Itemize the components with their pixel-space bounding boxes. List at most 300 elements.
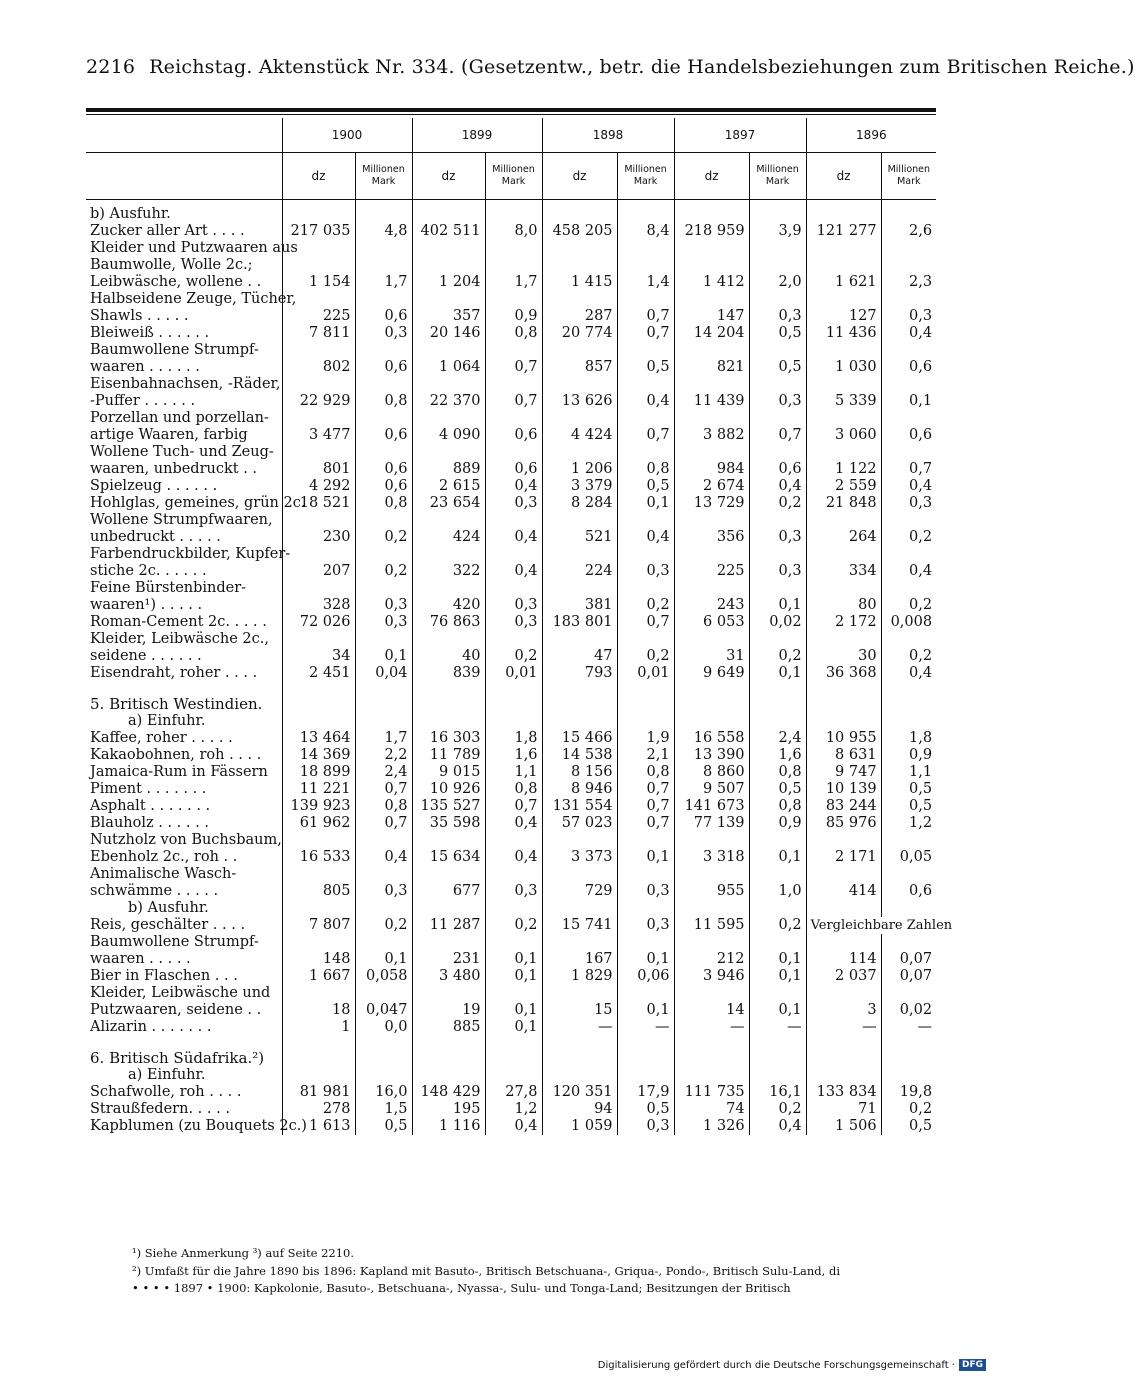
empty-cell xyxy=(412,866,485,883)
row-label: Nutzholz von Buchsbaum, xyxy=(90,832,282,848)
table-row xyxy=(86,815,936,832)
value-dz: 31 xyxy=(674,648,749,665)
empty-cell xyxy=(485,900,542,917)
empty-cell xyxy=(485,200,542,224)
row-label: Asphalt . . . . . . . xyxy=(90,798,211,814)
value-millionen-mark: 0,3 xyxy=(485,614,542,631)
value-dz: 10 926 xyxy=(412,781,485,798)
empty-cell xyxy=(412,342,485,359)
value-millionen-mark: 0,6 xyxy=(881,883,936,900)
table-row xyxy=(86,291,936,308)
table-row xyxy=(86,917,936,934)
row-label: Reis, geschälter . . . . xyxy=(90,917,246,933)
empty-cell xyxy=(806,866,881,883)
value-dz: 3 060 xyxy=(806,427,881,444)
value-millionen-mark: 4,8 xyxy=(355,223,412,240)
table-row xyxy=(86,1118,936,1135)
value-millionen-mark: 0,3 xyxy=(485,597,542,614)
value-dz: 420 xyxy=(412,597,485,614)
value-millionen-mark: 0,01 xyxy=(617,665,674,682)
value-dz: 2 559 xyxy=(806,478,881,495)
value-dz: 10 955 xyxy=(806,730,881,747)
table-body xyxy=(86,200,953,1136)
empty-cell xyxy=(412,200,485,224)
empty-cell xyxy=(674,985,749,1002)
value-dz: 8 156 xyxy=(542,764,617,781)
value-millionen-mark: 0,7 xyxy=(617,308,674,325)
value-millionen-mark: 1,2 xyxy=(881,815,936,832)
value-dz: 225 xyxy=(674,563,749,580)
empty-cell xyxy=(542,200,617,224)
value-dz: 148 xyxy=(282,951,355,968)
value-millionen-mark: 0,3 xyxy=(617,563,674,580)
value-millionen-mark: 8,0 xyxy=(485,223,542,240)
value-millionen-mark: 0,3 xyxy=(749,563,806,580)
empty-cell xyxy=(485,866,542,883)
table-row xyxy=(86,478,936,495)
page-header xyxy=(86,56,1135,84)
row-label: Bleiweiß . . . . . . xyxy=(90,325,210,341)
table-row xyxy=(86,597,936,614)
value-dz: 9 507 xyxy=(674,781,749,798)
value-millionen-mark: 0,3 xyxy=(355,325,412,342)
empty-cell xyxy=(749,985,806,1002)
table-row xyxy=(86,764,936,781)
value-millionen-mark: — xyxy=(881,1019,936,1036)
value-dz: 1 506 xyxy=(806,1118,881,1135)
value-millionen-mark: 0,008 xyxy=(881,614,936,631)
value-dz: 1 059 xyxy=(542,1118,617,1135)
value-millionen-mark: 0,6 xyxy=(485,461,542,478)
value-millionen-mark: 1,7 xyxy=(355,274,412,291)
value-millionen-mark: 1,7 xyxy=(355,730,412,747)
empty-cell xyxy=(282,444,355,461)
row-label: b) Ausfuhr. xyxy=(128,900,209,916)
table-row xyxy=(86,968,936,985)
value-millionen-mark: 0,2 xyxy=(881,648,936,665)
value-dz: 120 351 xyxy=(542,1084,617,1101)
empty-cell xyxy=(542,342,617,359)
empty-cell xyxy=(282,713,355,730)
row-label: Farbendruckbilder, Kupfer- xyxy=(90,546,291,562)
value-dz: 839 xyxy=(412,665,485,682)
empty-cell xyxy=(617,512,674,529)
empty-cell xyxy=(355,342,412,359)
value-millionen-mark: 0,4 xyxy=(485,849,542,866)
value-millionen-mark: 0,9 xyxy=(881,747,936,764)
value-dz: 14 xyxy=(674,1002,749,1019)
value-millionen-mark: 0,2 xyxy=(617,597,674,614)
empty-cell xyxy=(282,900,355,917)
empty-cell xyxy=(617,900,674,917)
empty-cell xyxy=(749,866,806,883)
empty-cell xyxy=(617,240,674,257)
table-row xyxy=(86,648,936,665)
empty-cell xyxy=(542,376,617,393)
digitization-credit xyxy=(598,1359,986,1371)
value-millionen-mark: 0,7 xyxy=(617,815,674,832)
empty-cell xyxy=(282,512,355,529)
year-header: 1900 xyxy=(282,118,412,153)
empty-cell xyxy=(806,985,881,1002)
value-dz: 3 882 xyxy=(674,427,749,444)
row-label: a) Einfuhr. xyxy=(128,1067,206,1083)
empty-cell xyxy=(749,444,806,461)
value-dz: 458 205 xyxy=(542,223,617,240)
value-millionen-mark: 0,1 xyxy=(617,951,674,968)
value-millionen-mark: 0,8 xyxy=(485,325,542,342)
value-dz: 22 370 xyxy=(412,393,485,410)
table-row xyxy=(86,308,936,325)
table-row xyxy=(86,495,936,512)
value-dz: 217 035 xyxy=(282,223,355,240)
value-dz: 11 595 xyxy=(674,917,749,934)
empty-cell xyxy=(617,832,674,849)
value-millionen-mark: 0,8 xyxy=(749,764,806,781)
empty-cell xyxy=(282,985,355,1002)
value-millionen-mark: 0,5 xyxy=(749,325,806,342)
value-dz: 729 xyxy=(542,883,617,900)
value-dz: 414 xyxy=(806,883,881,900)
row-label: Hohlglas, gemeines, grün 2c. xyxy=(90,495,306,511)
empty-cell xyxy=(749,291,806,308)
empty-cell xyxy=(749,342,806,359)
empty-cell xyxy=(412,631,485,648)
value-dz: 231 xyxy=(412,951,485,968)
empty-cell xyxy=(542,291,617,308)
empty-cell xyxy=(355,713,412,730)
empty-cell xyxy=(355,832,412,849)
value-millionen-mark: 0,2 xyxy=(617,648,674,665)
table-row xyxy=(86,512,936,529)
value-dz: 40 xyxy=(412,648,485,665)
empty-cell xyxy=(749,580,806,597)
row-label: Straußfedern. . . . . xyxy=(90,1101,230,1117)
value-dz: 111 735 xyxy=(674,1084,749,1101)
value-dz: 34 xyxy=(282,648,355,665)
value-millionen-mark: 0,2 xyxy=(749,1101,806,1118)
value-millionen-mark: 0,1 xyxy=(749,951,806,968)
value-dz: 328 xyxy=(282,597,355,614)
value-millionen-mark: 0,7 xyxy=(617,427,674,444)
value-dz: 1 613 xyxy=(282,1118,355,1135)
value-millionen-mark: 0,4 xyxy=(881,478,936,495)
value-millionen-mark: 17,9 xyxy=(617,1084,674,1101)
empty-cell xyxy=(674,546,749,563)
empty-cell xyxy=(806,240,881,257)
value-dz: 8 284 xyxy=(542,495,617,512)
empty-cell xyxy=(674,444,749,461)
value-millionen-mark: 0,2 xyxy=(749,648,806,665)
value-millionen-mark: 0,5 xyxy=(881,1118,936,1135)
empty-cell xyxy=(806,832,881,849)
value-millionen-mark: 0,4 xyxy=(881,665,936,682)
value-dz: 3 318 xyxy=(674,849,749,866)
table-row xyxy=(86,1084,936,1101)
table-row xyxy=(86,563,936,580)
empty-cell xyxy=(485,342,542,359)
empty-cell xyxy=(674,240,749,257)
value-dz: 1 415 xyxy=(542,274,617,291)
value-millionen-mark: 0,8 xyxy=(617,764,674,781)
value-millionen-mark: 0,07 xyxy=(881,951,936,968)
unit-dz: dz xyxy=(806,153,881,200)
value-dz: 13 729 xyxy=(674,495,749,512)
empty-cell xyxy=(485,713,542,730)
empty-cell xyxy=(806,713,881,730)
value-dz: 183 801 xyxy=(542,614,617,631)
empty-cell xyxy=(542,580,617,597)
table-row xyxy=(86,747,936,764)
table-row xyxy=(86,1036,936,1067)
empty-cell xyxy=(674,580,749,597)
table-row xyxy=(86,240,936,257)
empty-cell xyxy=(412,1036,485,1067)
row-label: Putzwaaren, seidene . . xyxy=(90,1002,262,1018)
value-dz: 7 811 xyxy=(282,325,355,342)
value-dz: 7 807 xyxy=(282,917,355,934)
value-dz: 11 789 xyxy=(412,747,485,764)
label-header xyxy=(86,118,282,153)
empty-cell xyxy=(806,580,881,597)
empty-cell xyxy=(617,985,674,1002)
value-millionen-mark: 16,0 xyxy=(355,1084,412,1101)
empty-cell xyxy=(355,866,412,883)
empty-cell xyxy=(485,631,542,648)
empty-cell xyxy=(282,376,355,393)
empty-cell xyxy=(617,1067,674,1084)
value-millionen-mark: 0,3 xyxy=(617,883,674,900)
value-millionen-mark: 0,6 xyxy=(881,359,936,376)
value-dz: 885 xyxy=(412,1019,485,1036)
value-millionen-mark: 1,8 xyxy=(485,730,542,747)
value-millionen-mark: 0,2 xyxy=(749,917,806,934)
empty-cell xyxy=(674,832,749,849)
value-millionen-mark: 0,4 xyxy=(749,1118,806,1135)
value-millionen-mark: 0,3 xyxy=(749,393,806,410)
value-dz: 2 615 xyxy=(412,478,485,495)
value-millionen-mark: 0,7 xyxy=(617,614,674,631)
empty-cell xyxy=(282,410,355,427)
value-dz: 230 xyxy=(282,529,355,546)
value-dz: 36 368 xyxy=(806,665,881,682)
value-millionen-mark: 0,5 xyxy=(881,798,936,815)
value-millionen-mark: 0,6 xyxy=(355,427,412,444)
value-millionen-mark: 0,2 xyxy=(355,529,412,546)
value-dz: 984 xyxy=(674,461,749,478)
empty-cell xyxy=(749,376,806,393)
year-header: 1897 xyxy=(674,118,806,153)
empty-cell xyxy=(749,900,806,917)
value-dz: 135 527 xyxy=(412,798,485,815)
empty-cell xyxy=(881,291,936,308)
value-dz: 30 xyxy=(806,648,881,665)
row-label: Zucker aller Art . . . . xyxy=(90,223,245,239)
value-millionen-mark: 0,4 xyxy=(881,563,936,580)
value-dz: 13 464 xyxy=(282,730,355,747)
empty-cell xyxy=(355,934,412,951)
value-dz: 141 673 xyxy=(674,798,749,815)
value-millionen-mark: 0,1 xyxy=(617,495,674,512)
value-millionen-mark: 0,6 xyxy=(749,461,806,478)
value-dz: 805 xyxy=(282,883,355,900)
value-dz: 22 929 xyxy=(282,393,355,410)
value-millionen-mark: 0,8 xyxy=(355,798,412,815)
empty-cell xyxy=(542,866,617,883)
value-dz: 35 598 xyxy=(412,815,485,832)
empty-cell xyxy=(749,1067,806,1084)
table-row xyxy=(86,546,936,563)
value-dz: 9 015 xyxy=(412,764,485,781)
dfg-logo: DFG xyxy=(959,1359,986,1371)
empty-cell xyxy=(485,291,542,308)
empty-cell xyxy=(806,900,881,917)
value-millionen-mark: 0,8 xyxy=(617,461,674,478)
table-row xyxy=(86,730,936,747)
empty-cell xyxy=(355,900,412,917)
empty-cell xyxy=(674,934,749,951)
empty-cell xyxy=(806,682,881,713)
value-dz: 1 030 xyxy=(806,359,881,376)
empty-cell xyxy=(617,444,674,461)
table-row xyxy=(86,427,936,444)
value-dz: 16 558 xyxy=(674,730,749,747)
empty-cell xyxy=(412,682,485,713)
value-dz: 243 xyxy=(674,597,749,614)
statistics-table xyxy=(86,118,953,1135)
value-dz: 83 244 xyxy=(806,798,881,815)
empty-cell xyxy=(282,866,355,883)
value-millionen-mark: 0,4 xyxy=(485,478,542,495)
value-dz: 11 439 xyxy=(674,393,749,410)
empty-cell xyxy=(617,200,674,224)
empty-cell xyxy=(282,200,355,224)
value-millionen-mark: 0,7 xyxy=(485,359,542,376)
empty-cell xyxy=(881,985,936,1002)
value-dz: 1 206 xyxy=(542,461,617,478)
table-row xyxy=(86,781,936,798)
value-millionen-mark: 0,5 xyxy=(749,781,806,798)
unit-dz: dz xyxy=(674,153,749,200)
value-millionen-mark: 0,2 xyxy=(749,495,806,512)
empty-cell xyxy=(674,200,749,224)
value-millionen-mark: 0,3 xyxy=(749,308,806,325)
value-millionen-mark: 0,4 xyxy=(485,529,542,546)
value-millionen-mark: 1,4 xyxy=(617,274,674,291)
value-dz: 14 538 xyxy=(542,747,617,764)
value-millionen-mark: 0,4 xyxy=(881,325,936,342)
empty-cell xyxy=(806,200,881,224)
empty-cell xyxy=(542,546,617,563)
value-millionen-mark: 0,7 xyxy=(355,815,412,832)
value-millionen-mark: 0,2 xyxy=(881,529,936,546)
unit-millionen-mark: Millionen Mark xyxy=(881,153,936,200)
note-comparable-figures: Vergleichbare Zahlen xyxy=(806,917,936,934)
value-millionen-mark: 0,02 xyxy=(881,1002,936,1019)
value-millionen-mark: 0,047 xyxy=(355,1002,412,1019)
value-dz: 10 139 xyxy=(806,781,881,798)
value-millionen-mark: 0,3 xyxy=(881,495,936,512)
footnote-2-continued: • • • • 1897 • 1900: Kapkolonie, Basuto-, Betschuana-, Nyassa-, Sulu- und Tonga-Land; Besitzungen der Britisch xyxy=(132,1281,791,1295)
empty-cell xyxy=(881,410,936,427)
value-millionen-mark: 0,7 xyxy=(485,798,542,815)
value-dz: 8 860 xyxy=(674,764,749,781)
value-millionen-mark: 0,5 xyxy=(617,359,674,376)
value-dz: 76 863 xyxy=(412,614,485,631)
empty-cell xyxy=(881,257,936,274)
value-dz: 77 139 xyxy=(674,815,749,832)
empty-cell xyxy=(485,985,542,1002)
value-dz: 148 429 xyxy=(412,1084,485,1101)
row-label: Porzellan und porzellan- xyxy=(90,410,269,426)
value-dz: 955 xyxy=(674,883,749,900)
empty-cell xyxy=(749,257,806,274)
empty-cell xyxy=(617,546,674,563)
value-millionen-mark: 0,4 xyxy=(749,478,806,495)
empty-cell xyxy=(355,257,412,274)
value-dz: — xyxy=(542,1019,617,1036)
table-row xyxy=(86,393,936,410)
value-millionen-mark: 0,6 xyxy=(355,478,412,495)
value-millionen-mark: 0,6 xyxy=(881,427,936,444)
empty-cell xyxy=(355,444,412,461)
value-dz: 133 834 xyxy=(806,1084,881,1101)
empty-cell xyxy=(412,985,485,1002)
empty-cell xyxy=(617,257,674,274)
empty-cell xyxy=(412,900,485,917)
empty-cell xyxy=(412,832,485,849)
empty-cell xyxy=(749,1036,806,1067)
value-millionen-mark: 0,5 xyxy=(617,478,674,495)
row-label: Ebenholz 2c., roh . . xyxy=(90,849,238,865)
empty-cell xyxy=(542,682,617,713)
value-dz: — xyxy=(674,1019,749,1036)
empty-cell xyxy=(617,682,674,713)
value-dz: 9 649 xyxy=(674,665,749,682)
value-dz: 15 634 xyxy=(412,849,485,866)
row-label: a) Einfuhr. xyxy=(128,713,206,729)
value-dz: 18 521 xyxy=(282,495,355,512)
value-dz: 18 899 xyxy=(282,764,355,781)
empty-cell xyxy=(282,342,355,359)
empty-cell xyxy=(674,342,749,359)
value-dz: 16 533 xyxy=(282,849,355,866)
value-dz: 131 554 xyxy=(542,798,617,815)
table-row xyxy=(86,376,936,393)
table-row xyxy=(86,866,936,883)
value-millionen-mark: 0,07 xyxy=(881,968,936,985)
value-millionen-mark: 0,7 xyxy=(881,461,936,478)
value-dz: 218 959 xyxy=(674,223,749,240)
value-millionen-mark: 0,05 xyxy=(881,849,936,866)
empty-cell xyxy=(412,376,485,393)
empty-cell xyxy=(749,512,806,529)
value-dz: 1 116 xyxy=(412,1118,485,1135)
empty-cell xyxy=(749,832,806,849)
empty-cell xyxy=(881,866,936,883)
value-millionen-mark: 0,7 xyxy=(617,798,674,815)
row-label: seidene . . . . . . xyxy=(90,648,202,664)
value-millionen-mark: 0,1 xyxy=(485,1002,542,1019)
value-dz: 14 369 xyxy=(282,747,355,764)
value-dz: 9 747 xyxy=(806,764,881,781)
value-millionen-mark: 0,8 xyxy=(485,781,542,798)
value-millionen-mark: 0,8 xyxy=(749,798,806,815)
page-number: 2216 xyxy=(86,56,136,78)
value-dz: 402 511 xyxy=(412,223,485,240)
value-dz: 801 xyxy=(282,461,355,478)
value-millionen-mark: 0,1 xyxy=(355,951,412,968)
